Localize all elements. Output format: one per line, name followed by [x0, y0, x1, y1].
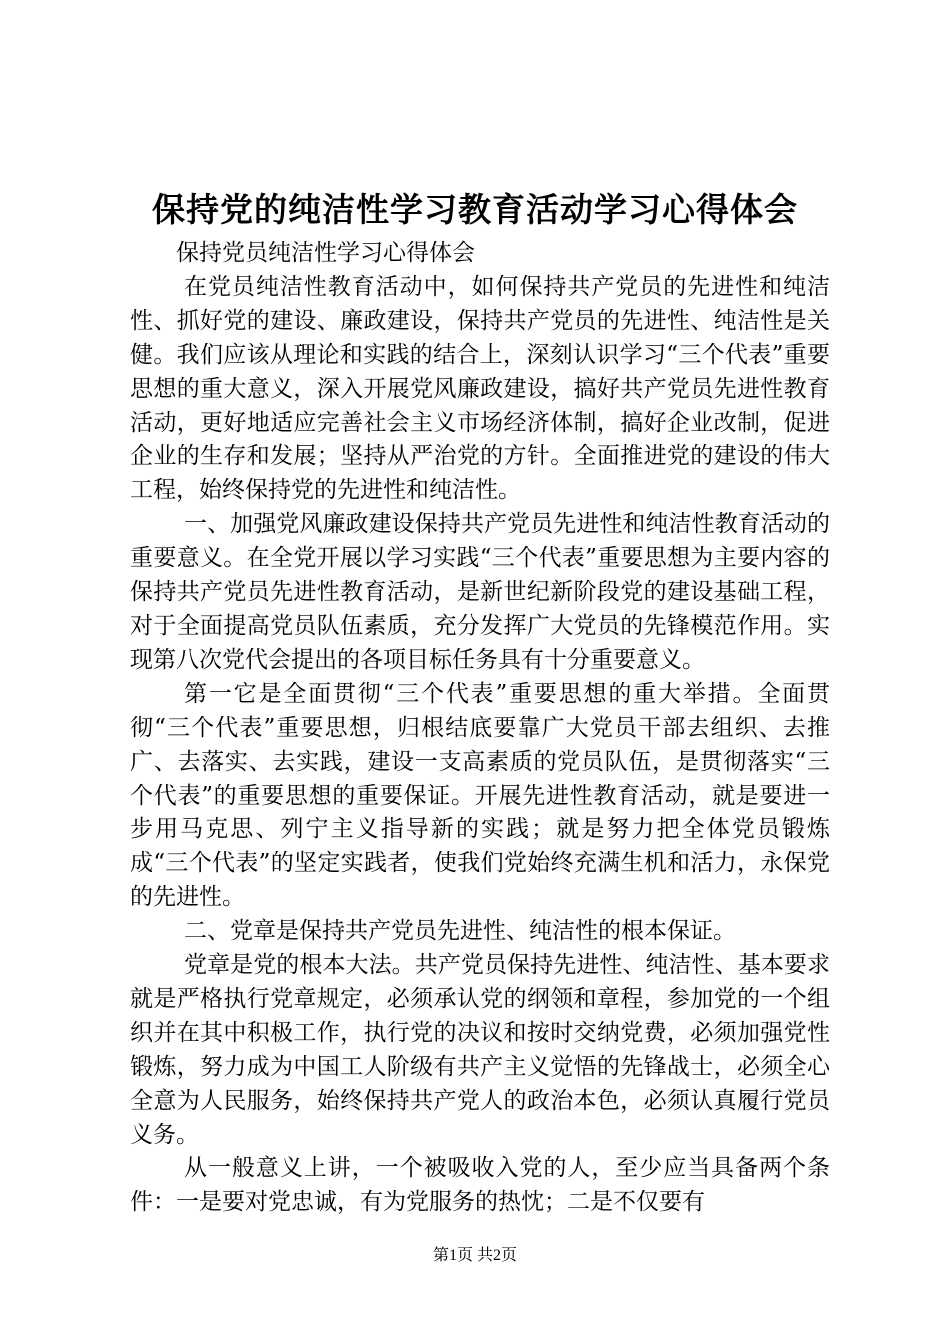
- section-heading-two: 二、党章是保持共产党员先进性、纯洁性的根本保证。: [184, 918, 736, 945]
- paragraph-general-meaning: 从一般意义上讲，一个被吸收入党的人，至少应当具备两个条件：一是要对党忠诚，有为党服务的热忱；二是不仅要有: [130, 1155, 830, 1216]
- document-title: 保持党的纯洁性学习教育活动学习心得体会: [152, 190, 798, 229]
- document-subtitle: 保持党员纯洁性学习心得体会: [176, 240, 475, 266]
- paragraph-party-charter: 党章是党的根本大法。共产党员保持先进性、纯洁性、基本要求就是严格执行党章规定，必须承认党的纲领和章程，参加党的一个组织并在其中积极工作，执行党的决议和按时交纳党费，必须加强党性锻炼，努力成为中国工人阶级有共产主义觉悟的先锋战士，必须全心全意为人民服务，始终保持共产党人的政治本色，必须认真履行党员义务。: [130, 952, 830, 1148]
- document-body: [130, 237, 830, 1220]
- paragraph-section-one: 一、加强党风廉政建设保持共产党员先进性和纯洁性教育活动的重要意义。在全党开展以学习实践“三个代表”重要思想为主要内容的保持共产党员先进性教育活动，是新世纪新阶段党的建设基础工程，对于全面提高党员队伍素质，充分发挥广大党员的先锋模范作用。实现第八次党代会提出的各项目标任务具有十分重要意义。: [130, 511, 830, 673]
- paragraph-intro: 在党员纯洁性教育活动中，如何保持共产党员的先进性和纯洁性、抓好党的建设、廉政建设，保持共产党员的先进性、纯洁性是关健。我们应该从理论和实践的结合上，深刻认识学习“三个代表”重要思想的重大意义，深入开展党风廉政建设，搞好共产党员先进性教育活动，更好地适应完善社会主义市场经济体制，搞好企业改制，促进企业的生存和发展；坚持从严治党的方针。全面推进党的建设的伟大工程，始终保持党的先进性和纯洁性。: [130, 273, 830, 504]
- page-number-footer: 第1页 共2页: [432, 1247, 517, 1264]
- paragraph-first-point: 第一它是全面贯彻“三个代表”重要思想的重大举措。全面贯彻“三个代表”重要思想，归根结底要靠广大党员干部去组织、去推广、去落实、去实践，建设一支高素质的党员队伍，是贯彻落实“三个代表”的重要思想的重要保证。开展先进性教育活动，就是要进一步用马克思、列宁主义指导新的实践；就是努力把全体党员锻炼成“三个代表”的坚定实践者，使我们党始终充满生机和活力，永保党的先进性。: [130, 680, 830, 911]
